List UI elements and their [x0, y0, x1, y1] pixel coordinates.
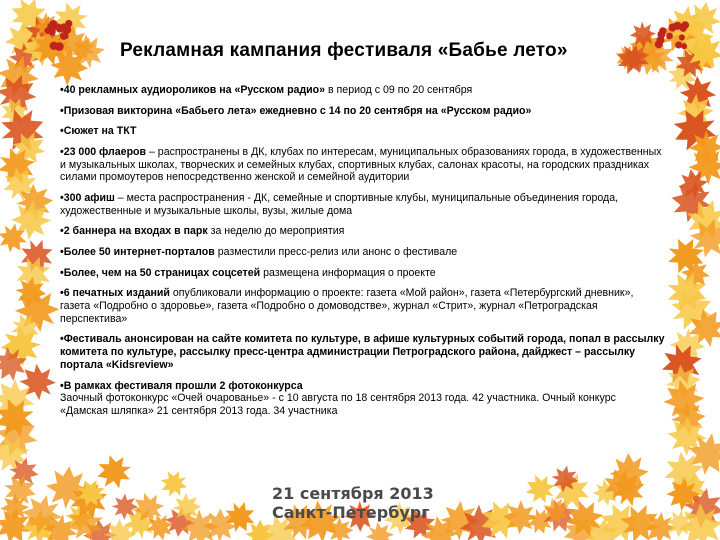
- list-item: [60, 287, 665, 325]
- list-item: [60, 333, 665, 371]
- item-bold: •Призовая викторина «Бабьего лета» ежедневно с 14 по 20 сентября на «Русском радио»: [60, 104, 532, 117]
- list-item: [60, 146, 665, 184]
- item-text: за неделю до мероприятия: [207, 225, 345, 238]
- item-text: Заочный фотоконкурс «Очей очарованье» - с 10 августа по 18 сентября 2013 года. 42 участника. Очный конкурс «Дамская шляпка» 21 сентября 2013 года. 34 участника: [60, 392, 616, 418]
- item-bold: •40 рекламных аудиороликов на «Русском радио»: [60, 84, 326, 96]
- list-item: [60, 125, 665, 138]
- item-bold: •В рамках фестиваля прошли 2 фотоконкурса: [60, 379, 303, 392]
- list-item: [60, 225, 665, 238]
- list-item: [60, 267, 665, 280]
- list-item: [60, 380, 665, 418]
- item-bold: •2 баннера на входах в парк: [60, 225, 208, 238]
- footer-date: 21 сентября 2013: [272, 484, 434, 503]
- item-text: – места распространения - ДК, семейные и спортивные клубы, муниципальные объединения города, художественные и музыкальные школы, вузы, жилые дома: [60, 191, 619, 217]
- list-item: [60, 84, 665, 97]
- list-item: [60, 246, 665, 259]
- item-text: разместили пресс-релиз или анонс о фестивале: [214, 245, 458, 258]
- list-item: [60, 105, 665, 118]
- item-bold: •Более, чем на 50 страницах соцсетей: [60, 266, 261, 279]
- item-text: размещена информация о проекте: [260, 266, 436, 279]
- list-item: [60, 192, 665, 218]
- item-bold: •23 000 флаеров: [60, 145, 147, 158]
- footer: [272, 484, 472, 522]
- item-bold: •6 печатных изданий: [60, 287, 170, 300]
- maple-leaf-icon: [93, 450, 136, 493]
- item-bold: •Более 50 интернет-порталов: [60, 245, 215, 258]
- item-bold: •Фестиваль анонсирован на сайте комитета по культуре, в афише культурных событий города, попал в рассылку комитета по культуре, рассылку пресс-центра администрации Петроградского района, дайджест – рассылку портала «Kidsreview»: [60, 333, 665, 371]
- item-text: в период с 09 по 20 сентября: [325, 84, 473, 96]
- page-title: Рекламная кампания фестиваля «Бабье лето»: [120, 40, 568, 61]
- item-bold: •300 афиш: [60, 191, 115, 204]
- bullet-list: [60, 84, 665, 426]
- item-text: опубликовали информацию о проекте: газета «Мой район», газета «Петербургский дневник», газета «Подробно о здоровье», газета «Подробно о домоводстве», журнал «Стрит», журнал «Петроградская перспектива»: [60, 287, 634, 325]
- footer-city: Санкт-Петербург: [272, 503, 430, 522]
- item-bold: •Сюжет на ТКТ: [60, 125, 137, 138]
- item-text: – распространены в ДК, клубах по интересам, муниципальных образованиях города, в художественных и музыкальных школах, творческих и семейных клубах, спортивных клубах, салонах красоты, на городских праздниках силами промоутеров непосредственно женской и семейной аудитории: [60, 145, 662, 184]
